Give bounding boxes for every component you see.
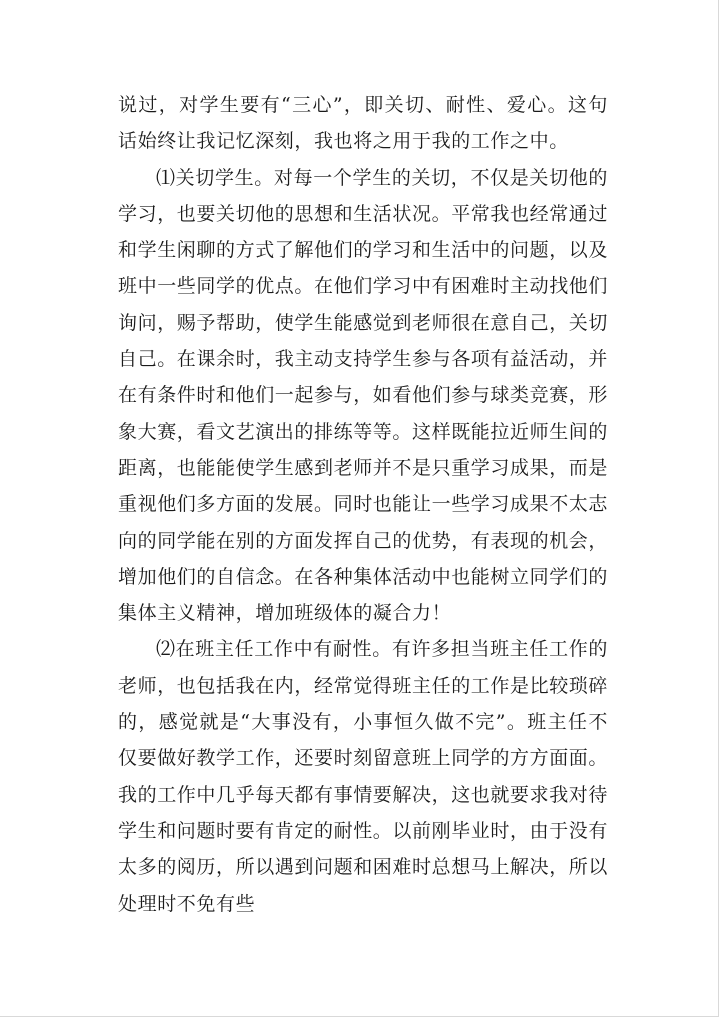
- paragraph-patience: ⑵在班主任工作中有耐性。有许多担当班主任工作的老师，也包括我在内，经常觉得班主任的工作是比较琐碎的，感觉就是“大事没有，小事恒久做不完”。班主任不仅要做好教学工作，还要时刻留意班上同学的方方面面。我的工作中几乎每天都有事情要解决，这也就要求我对待学生和问题时要有肯定的耐性。以前刚毕业时，由于没有太多的阅历，所以遇到问题和困难时总想马上解决，所以处理时不免有些: [118, 638, 609, 915]
- paragraph-continuation: 说过，对学生要有“三心”，即关切、耐性、爱心。这句话始终让我记忆深刻，我也将之用于我的工作之中。: [118, 94, 608, 153]
- document-body: [118, 87, 608, 922]
- paragraph-caring-students: ⑴关切学生。对每一个学生的关切，不仅是关切他的学习，也要关切他的思想和生活状况。平常我也经常通过和学生闲聊的方式了解他们的学习和生活中的问题，以及班中一些同学的优点。在他们学习中有困难时主动找他们询问，赐予帮助，使学生能感觉到老师很在意自己，关切自己。在课余时，我主动支持学生参与各项有益活动，并在有条件时和他们一起参与，如看他们参与球类竞赛，形象大赛，看文艺演出的排练等等。这样既能拉近师生间的距离，也能能使学生感到老师并不是只重学习成果，而是重视他们多方面的发展。同时也能让一些学习成果不太志向的同学能在别的方面发挥自己的优势，有表现的机会，增加他们的自信念。在各种集体活动中也能树立同学们的集体主义精神，增加班级体的凝合力！: [118, 166, 609, 625]
